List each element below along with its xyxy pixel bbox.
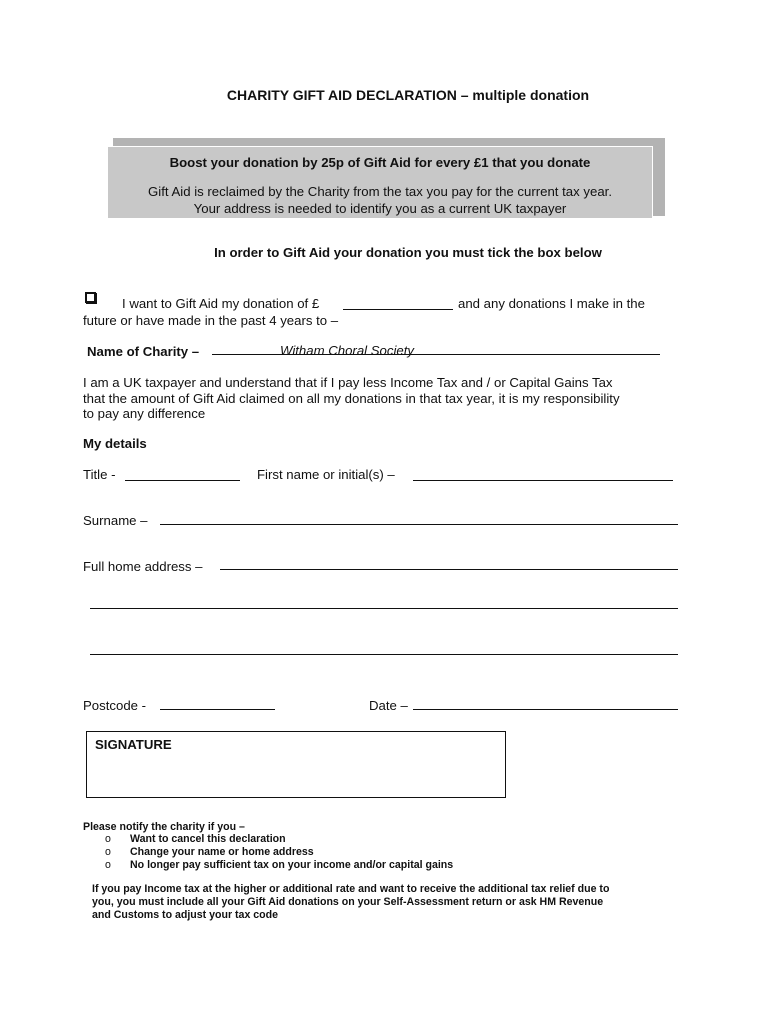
- footer-line-1: If you pay Income tax at the higher or additional rate and want to receive the additional tax relief due to: [92, 883, 610, 895]
- surname-field[interactable]: [160, 524, 678, 525]
- footer-line-3: and Customs to adjust your tax code: [92, 909, 279, 921]
- boost-line-1: Gift Aid is reclaimed by the Charity from the tax you pay for the current tax year.: [148, 184, 612, 199]
- date-label: Date –: [369, 698, 408, 713]
- boost-heading: Boost your donation by 25p of Gift Aid for every £1 that you donate: [169, 155, 591, 170]
- declaration-text-3: future or have made in the past 4 years to –: [83, 313, 339, 328]
- notify-item-3: No longer pay sufficient tax on your income and/or capital gains: [130, 859, 454, 871]
- bullet-marker: o: [105, 846, 111, 858]
- title-field[interactable]: [125, 480, 240, 481]
- taxpayer-line-1: I am a UK taxpayer and understand that if I pay less Income Tax and / or Capital Gains Tax: [83, 375, 613, 390]
- postcode-field[interactable]: [160, 709, 275, 710]
- notify-heading: Please notify the charity if you –: [83, 821, 245, 833]
- notify-item-1: Want to cancel this declaration: [130, 833, 286, 845]
- bullet-marker: o: [105, 833, 111, 845]
- page-title: CHARITY GIFT AID DECLARATION – multiple donation: [226, 87, 590, 103]
- address-field-3[interactable]: [90, 654, 678, 655]
- charity-label: Name of Charity –: [87, 344, 200, 359]
- charity-value: Witham Choral Society: [280, 343, 414, 358]
- first-name-field[interactable]: [413, 480, 673, 481]
- first-name-label: First name or initial(s) –: [257, 467, 395, 482]
- title-label: Title -: [83, 467, 116, 482]
- notify-item-2: Change your name or home address: [130, 846, 314, 858]
- instruction-text: In order to Gift Aid your donation you must tick the box below: [214, 245, 602, 260]
- gift-aid-checkbox[interactable]: [85, 292, 96, 303]
- address-label: Full home address –: [83, 559, 203, 574]
- boost-line-2: Your address is needed to identify you as a current UK taxpayer: [193, 201, 567, 216]
- address-field-2[interactable]: [90, 608, 678, 609]
- donation-amount-line[interactable]: [343, 309, 453, 310]
- taxpayer-line-3: to pay any difference: [83, 406, 206, 421]
- date-field[interactable]: [413, 709, 678, 710]
- surname-label: Surname –: [83, 513, 148, 528]
- address-field-1[interactable]: [220, 569, 678, 570]
- signature-label: SIGNATURE: [95, 737, 172, 752]
- taxpayer-line-2: that the amount of Gift Aid claimed on all my donations in that tax year, it is my responsibility: [83, 391, 620, 406]
- bullet-marker: o: [105, 859, 111, 871]
- footer-line-2: you, you must include all your Gift Aid donations on your Self-Assessment return or ask HM Revenue: [92, 896, 604, 908]
- details-heading: My details: [83, 436, 147, 451]
- declaration-text-1: I want to Gift Aid my donation of £: [122, 296, 320, 311]
- postcode-label: Postcode -: [83, 698, 147, 713]
- declaration-text-2: and any donations I make in the: [458, 296, 645, 311]
